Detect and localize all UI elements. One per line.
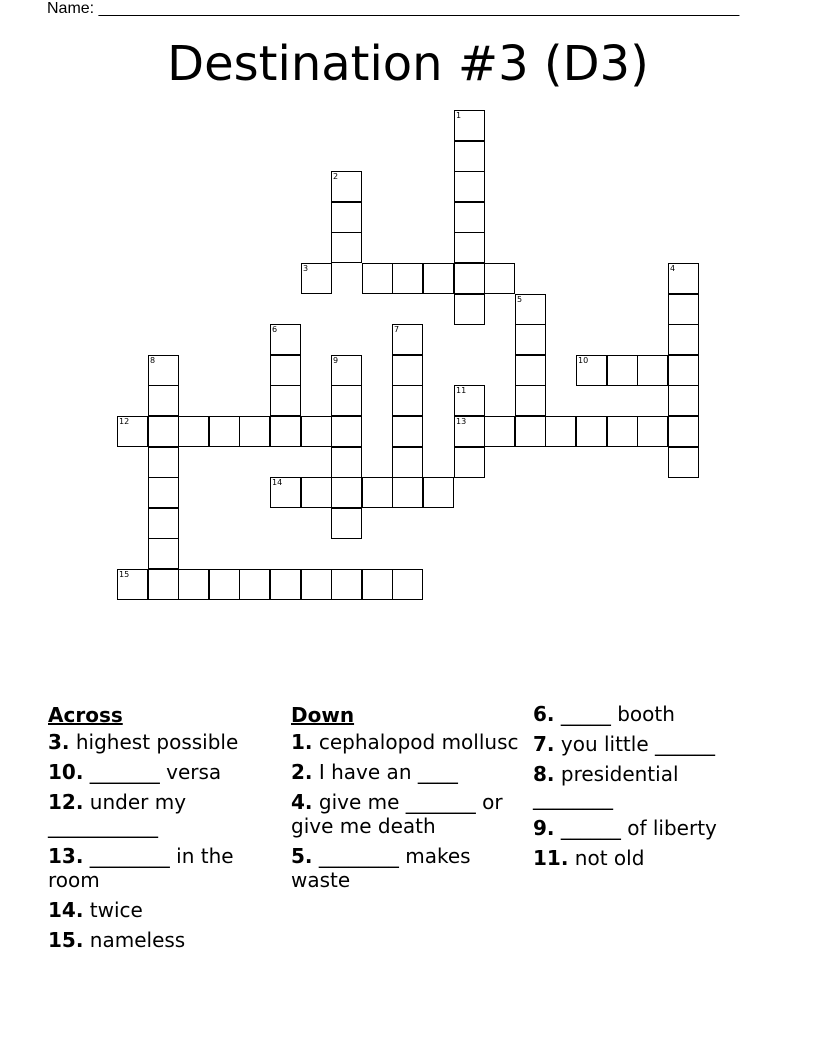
cell-number: 3 <box>303 264 309 273</box>
down-clue-list-continued <box>533 702 763 870</box>
page-title: Destination #3 (D3) <box>167 36 649 92</box>
crossword-cell[interactable] <box>392 324 423 355</box>
down-clue <box>291 790 521 838</box>
cell-number: 15 <box>119 570 130 579</box>
crossword-cell[interactable] <box>576 355 607 386</box>
down-clue <box>533 762 763 810</box>
across-clue <box>48 760 278 784</box>
down-clue <box>291 760 521 784</box>
cell-number: 5 <box>517 295 523 304</box>
down-clue <box>291 844 521 892</box>
clue-text: nameless <box>83 928 186 952</box>
cell-number: 2 <box>333 172 339 181</box>
crossword-cell[interactable] <box>148 447 179 478</box>
crossword-cell[interactable] <box>331 232 362 263</box>
crossword-cell[interactable] <box>392 263 423 294</box>
crossword-cell[interactable] <box>362 477 393 508</box>
cell-number: 7 <box>394 325 400 334</box>
across-clue-list <box>48 730 278 952</box>
across-clue <box>48 928 278 952</box>
crossword-cell[interactable] <box>454 141 485 172</box>
across-heading: Across <box>48 703 123 727</box>
across-clue <box>48 898 278 922</box>
crossword-cell[interactable] <box>270 355 301 386</box>
crossword-cell[interactable] <box>668 447 699 478</box>
clue-text: presidential ________ <box>533 762 679 810</box>
clue-number: 5. <box>291 844 313 868</box>
clue-text: ______ of liberty <box>554 816 717 840</box>
crossword-cell[interactable] <box>331 202 362 233</box>
clue-text: _____ booth <box>554 702 675 726</box>
crossword-cell[interactable] <box>178 416 209 447</box>
crossword-cell[interactable] <box>209 569 240 600</box>
crossword-cell[interactable] <box>668 355 699 386</box>
crossword-cell[interactable] <box>392 477 423 508</box>
crossword-cell[interactable] <box>331 508 362 539</box>
crossword-cell[interactable] <box>270 324 301 355</box>
crossword-cell[interactable] <box>331 447 362 478</box>
clue-text: twice <box>83 898 143 922</box>
clue-text: give me _______ or give me death <box>291 790 503 838</box>
crossword-cell[interactable] <box>392 416 423 447</box>
down-clue <box>291 730 521 754</box>
down-clues-column <box>291 702 521 898</box>
down-clue <box>533 816 763 840</box>
crossword-cell[interactable] <box>637 355 668 386</box>
crossword-cell[interactable] <box>331 385 362 416</box>
clue-number: 4. <box>291 790 313 814</box>
crossword-cell[interactable] <box>454 385 485 416</box>
crossword-cell[interactable] <box>148 569 179 600</box>
clue-number: 15. <box>48 928 84 952</box>
clue-number: 6. <box>533 702 555 726</box>
crossword-cell[interactable] <box>239 416 270 447</box>
crossword-cell[interactable] <box>392 447 423 478</box>
crossword-cell[interactable] <box>515 324 546 355</box>
crossword-cell[interactable] <box>362 263 393 294</box>
clue-number: 10. <box>48 760 84 784</box>
crossword-cell[interactable] <box>148 508 179 539</box>
crossword-cell[interactable] <box>392 355 423 386</box>
cell-number: 9 <box>333 356 339 365</box>
cell-number: 4 <box>670 264 676 273</box>
crossword-cell[interactable] <box>454 263 485 294</box>
crossword-cell[interactable] <box>239 569 270 600</box>
crossword-cell[interactable] <box>148 538 179 569</box>
down-clue <box>533 702 763 726</box>
crossword-cell[interactable] <box>668 263 699 294</box>
crossword-cell[interactable] <box>301 263 332 294</box>
down-clue <box>533 732 763 756</box>
crossword-cell[interactable] <box>148 477 179 508</box>
cell-number: 8 <box>150 356 156 365</box>
crossword-cell[interactable] <box>331 171 362 202</box>
down-heading: Down <box>291 703 355 727</box>
crossword-cell[interactable] <box>270 416 301 447</box>
crossword-cell[interactable] <box>117 569 148 600</box>
crossword-cell[interactable] <box>515 294 546 325</box>
crossword-cell[interactable] <box>454 171 485 202</box>
clue-number: 1. <box>291 730 313 754</box>
across-clue <box>48 844 278 892</box>
clue-number: 3. <box>48 730 70 754</box>
crossword-cell[interactable] <box>301 416 332 447</box>
crossword-cell[interactable] <box>270 385 301 416</box>
crossword-cell[interactable] <box>668 294 699 325</box>
clue-number: 11. <box>533 846 569 870</box>
crossword-cell[interactable] <box>392 569 423 600</box>
crossword-cell[interactable] <box>270 477 301 508</box>
crossword-cell[interactable] <box>545 416 576 447</box>
cell-number: 6 <box>272 325 278 334</box>
clue-number: 14. <box>48 898 84 922</box>
crossword-cell[interactable] <box>515 355 546 386</box>
crossword-cell[interactable] <box>515 385 546 416</box>
clue-text: under my ___________ <box>48 790 187 838</box>
cell-number: 11 <box>456 386 467 395</box>
crossword-cell[interactable] <box>484 416 515 447</box>
crossword-cell[interactable] <box>454 110 485 141</box>
crossword-cell[interactable] <box>362 569 393 600</box>
crossword-cell[interactable] <box>423 263 454 294</box>
crossword-cell[interactable] <box>668 324 699 355</box>
down-clues-column-continued <box>533 702 763 876</box>
clue-number: 2. <box>291 760 313 784</box>
crossword-cell[interactable] <box>148 385 179 416</box>
across-clue <box>48 730 278 754</box>
clue-number: 13. <box>48 844 84 868</box>
crossword-cell[interactable] <box>484 263 515 294</box>
crossword-cell[interactable] <box>423 477 454 508</box>
crossword-cell[interactable] <box>668 416 699 447</box>
down-clue <box>533 846 763 870</box>
crossword-cell[interactable] <box>637 416 668 447</box>
crossword-cell[interactable] <box>331 569 362 600</box>
crossword-cell[interactable] <box>576 416 607 447</box>
clue-text: you little ______ <box>554 732 715 756</box>
crossword-cell[interactable] <box>331 355 362 386</box>
clue-text: I have an ____ <box>312 760 458 784</box>
crossword-cell[interactable] <box>270 569 301 600</box>
clue-text: ________ makes waste <box>291 844 471 892</box>
crossword-cell[interactable] <box>607 416 638 447</box>
name-field-label: Name: ________________________________________________________________________ <box>47 0 740 17</box>
crossword-cell[interactable] <box>331 477 362 508</box>
crossword-cell[interactable] <box>148 355 179 386</box>
crossword-cell[interactable] <box>148 416 179 447</box>
crossword-cell[interactable] <box>454 232 485 263</box>
across-clue <box>48 790 278 838</box>
cell-number: 12 <box>119 417 130 426</box>
down-clue-list <box>291 730 521 892</box>
cell-number: 10 <box>578 356 589 365</box>
clue-number: 9. <box>533 816 555 840</box>
crossword-cell[interactable] <box>515 416 546 447</box>
crossword-cell[interactable] <box>454 202 485 233</box>
clue-number: 12. <box>48 790 84 814</box>
crossword-cell[interactable] <box>331 416 362 447</box>
crossword-cell[interactable] <box>301 477 332 508</box>
clue-text: ________ in the room <box>48 844 234 892</box>
cell-number: 1 <box>456 111 462 120</box>
crossword-cell[interactable] <box>301 569 332 600</box>
clue-text: not old <box>568 846 645 870</box>
crossword-cell[interactable] <box>668 385 699 416</box>
crossword-cell[interactable] <box>209 416 240 447</box>
clue-text: _______ versa <box>83 760 222 784</box>
clue-number: 8. <box>533 762 555 786</box>
cell-number: 14 <box>272 478 283 487</box>
clue-text: cephalopod mollusc <box>312 730 519 754</box>
clue-number: 7. <box>533 732 555 756</box>
crossword-cell[interactable] <box>454 294 485 325</box>
clue-text: highest possible <box>69 730 239 754</box>
cell-number: 13 <box>456 417 467 426</box>
crossword-cell[interactable] <box>454 416 485 447</box>
across-clues-column <box>48 702 278 958</box>
crossword-cell[interactable] <box>117 416 148 447</box>
crossword-cell[interactable] <box>607 355 638 386</box>
crossword-cell[interactable] <box>178 569 209 600</box>
crossword-cell[interactable] <box>454 447 485 478</box>
crossword-cell[interactable] <box>392 385 423 416</box>
